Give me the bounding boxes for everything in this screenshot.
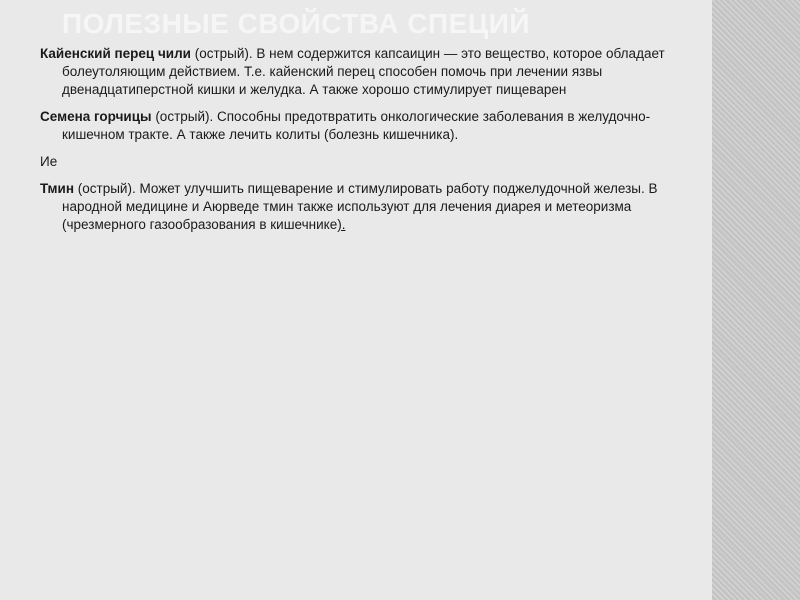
paragraph-cayenne-pepper — [40, 45, 680, 99]
term-cayenne-pepper: Кайенский перец чили — [40, 46, 191, 61]
text-fragment: Ие — [40, 154, 58, 169]
text-cayenne-pepper: (острый). В нем содержится капсаицин — это вещество, которое обладает болеутоляющим действием. Т.е. кайенский перец способен помочь при лечении язвы двенадцатиперстной кишки и желудка. А также хорошо стимулирует пищеварен — [62, 46, 665, 97]
text-cumin: (острый). Может улучшить пищеварение и стимулировать работу поджелудочной железы. В народной медицине и Аюрведе тмин также используют для лечения диарея и метеоризма (чрезмерного газообразования в кишечнике — [62, 181, 658, 232]
paragraph-mustard-seeds — [40, 108, 680, 144]
text-cumin-tail: ). — [337, 217, 346, 232]
decorative-side-bar — [712, 0, 800, 600]
slide-content — [40, 45, 680, 243]
paragraph-cumin — [40, 180, 680, 234]
term-cumin: Тмин — [40, 181, 75, 196]
slide-title: ПОЛЕЗНЫЕ СВОЙСТВА СПЕЦИЙ — [62, 8, 530, 39]
text-mustard-seeds: (острый). Способны предотвратить онкологические заболевания в желудочно-кишечном тракте. А также лечить колиты (болезнь кишечника). — [62, 109, 651, 142]
paragraph-fragment — [40, 153, 680, 171]
term-mustard-seeds: Семена горчицы — [40, 109, 152, 124]
